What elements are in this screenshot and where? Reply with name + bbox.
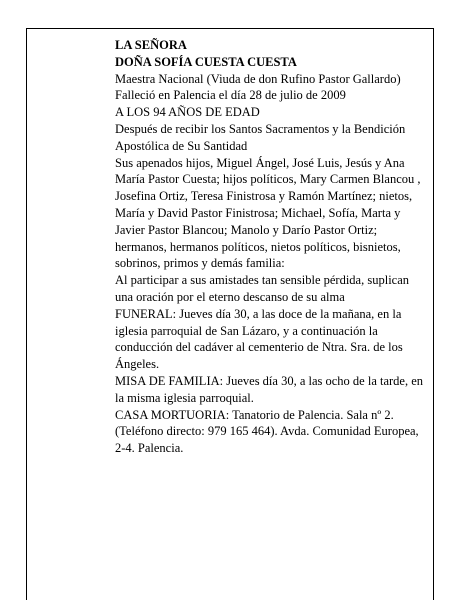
notice-paragraph: Falleció en Palencia el día 28 de julio de 2009	[115, 88, 346, 103]
notice-paragraph: Maestra Nacional (Viuda de don Rufino Pastor Gallardo)	[115, 71, 401, 86]
notice-paragraph: MISA DE FAMILIA: Jueves día 30, a las ocho de la tarde, en la misma iglesia parroquial.	[115, 373, 424, 405]
notice-content	[115, 37, 425, 457]
notice-title-line1: LA SEÑORA	[115, 38, 187, 52]
notice-page	[26, 28, 434, 600]
notice-paragraph: FUNERAL: Jueves día 30, a las doce de la mañana, en la iglesia parroquial de San Lázaro, y a continuación la conducción del cadáver al cementerio de Ntra. Sra. de los Ángeles.	[115, 306, 403, 372]
notice-paragraph: Al participar a sus amistades tan sensible pérdida, suplican una oración por el eterno descanso de su alma	[115, 273, 410, 304]
notice-paragraph: CASA MORTUORIA: Tanatorio de Palencia. Sala nº 2. (Teléfono directo: 979 165 464). Avda. Comunidad Europea, 2-4. Palencia.	[115, 407, 419, 456]
notice-paragraph: Después de recibir los Santos Sacramentos y la Bendición Apostólica de Su Santidad	[115, 121, 406, 153]
notice-paragraph: A LOS 94 AÑOS DE EDAD	[115, 105, 260, 120]
notice-title-line2: DOÑA SOFÍA CUESTA CUESTA	[115, 54, 297, 69]
notice-paragraph: Sus apenados hijos, Miguel Ángel, José Luis, Jesús y Ana María Pastor Cuesta; hijos políticos, Mary Carmen Blancou , Josefina Ortiz, Teresa Finistrosa y Ramón Martínez; nietos, María y David Pastor Finistrosa; Michael, Sofía, Marta y Javier Pastor Blancou; Manolo y Darío Pastor Ortiz; hermanos, hermanos políticos, nietos políticos, bisnietos, sobrinos, primos y demás familia:	[115, 155, 421, 271]
